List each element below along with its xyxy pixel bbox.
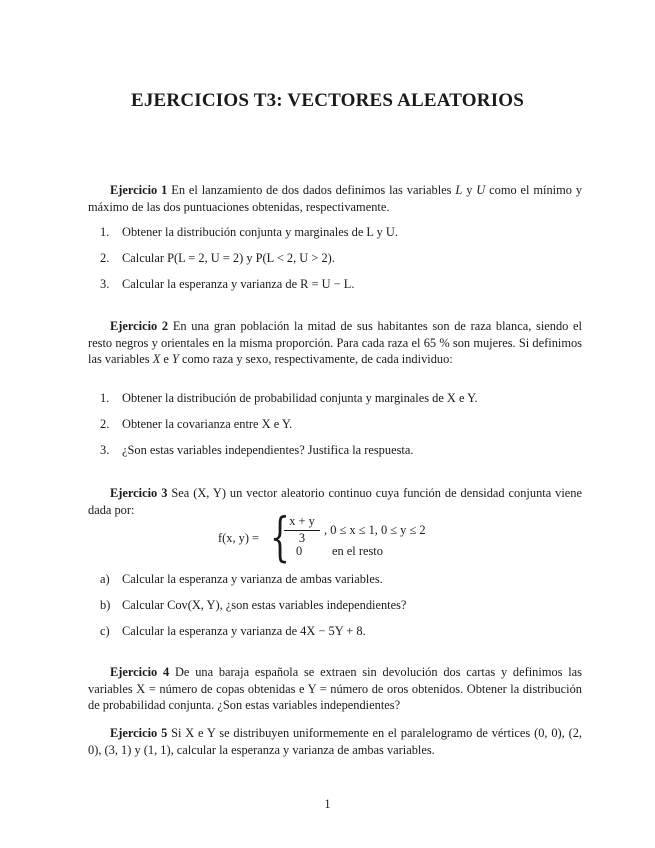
exercise-2-heading: Ejercicio 2 [110,319,169,333]
exercise-1-statement: Ejercicio 1 En el lanzamiento de dos dados definimos las variables L y U como el mínimo y máximo de las dos puntuaciones obtenidas, respectivamente. [88,183,583,214]
document-page: EJERCICIOS T3: VECTORES ALEATORIOS Ejercicio 1 En el lanzamiento de dos dados definimos las variables L y U como el mínimo y máximo de las dos puntuaciones obtenidas, respectivamente. 1. Obtener la distribución conjunta y marginales de L y U. 2. Calcular P(L = 2, U = 2) y P(L < 2, U > 2). 3. Calcular la esperanza y varianza de R = U − L. Ejercicio 2 En una gran población la mitad de sus habitantes son de raza blanca, siendo el resto negros y orientales en la misma proporción. Para cada raza el 65 % son mujeres. Si definimos las variables X e Y como raza y sexo, respectivamente, de cada individuo: 1. Obtener la distribución de probabilidad conjunta y marginales de X e Y. 2. Obtener la covarianza entre X e Y. 3. ¿Son estas variables independientes? Justifica la respuesta. Ejercicio 3 Sea (X, Y) un vector aleatorio continuo cuya función de densidad conjunta viene dada por: f(x, y) = { $\frac{x + y}{3}$ , 0 ≤ x ≤ 1, 0 ≤ y ≤ 2 0 en el resto a) Calcular la esperanza y varianza de ambas variables. b) Calcular Cov(X, Y), ¿son estas variables independientes? c) Calcular la esperanza y varianza de 4X − 5Y + 8. Ejercicio 4 De una baraja española se extraen sin devolución dos cartas y definimos las variables X = número de copas obtenidas e Y = número de oros obtenidos. Obtener la distribución de probabilidad conjunta. ¿Son estas variables independientes? Ejercicio 5 Si X e Y se distribuyen uniformemente en el paralelogramo de vértices (0, 0), (2, 0), (3, 1) y (1, 1), calcular la esperanza y varianza de ambas variables. 1 [0,0,655,848]
exercise-4-heading: Ejercicio 4 [110,665,170,679]
left-brace: { [270,508,290,568]
page-number: 1 [324,797,331,811]
exercise-3-statement: Ejercicio 3 Sea (X, Y) un vector aleatorio continuo cuya función de densidad conjunta viene dada por: [88,486,582,517]
exercise-2-statement: Ejercicio 2 En una gran población la mitad de sus habitantes son de raza blanca, siendo el resto negros y orientales en la misma proporción. Para cada raza el 65 % son mujeres. Si definimos las variables X e Y como raza y sexo, respectivamente, de cada individuo: [88,319,582,366]
exercise-5-heading: Ejercicio 5 [110,726,168,740]
fraction: $\frac{x + y}{3}$ [284,514,320,546]
exercise-4-statement: Ejercicio 4 De una baraja española se extraen sin devolución dos cartas y definimos las variables X = número de copas obtenidas e Y = número de oros obtenidos. Obtener la distribución de probabilidad conjunta. ¿Son estas variables independientes? [88,665,582,712]
exercise-5-statement: Ejercicio 5 Si X e Y se distribuyen uniformemente en el paralelogramo de vértices (0, 0), (2, 0), (3, 1) y (1, 1), calcular la esperanza y varianza de ambas variables. [88,726,582,757]
exercise-1-heading: Ejercicio 1 [110,183,168,197]
density-function-formula: f(x, y) = { $\frac{x + y}{3}$ , 0 ≤ x ≤ 1, 0 ≤ y ≤ 2 0 en el resto [218,508,426,568]
document-title: EJERCICIOS T3: VECTORES ALEATORIOS [130,90,525,111]
exercise-3-heading: Ejercicio 3 [110,486,168,500]
